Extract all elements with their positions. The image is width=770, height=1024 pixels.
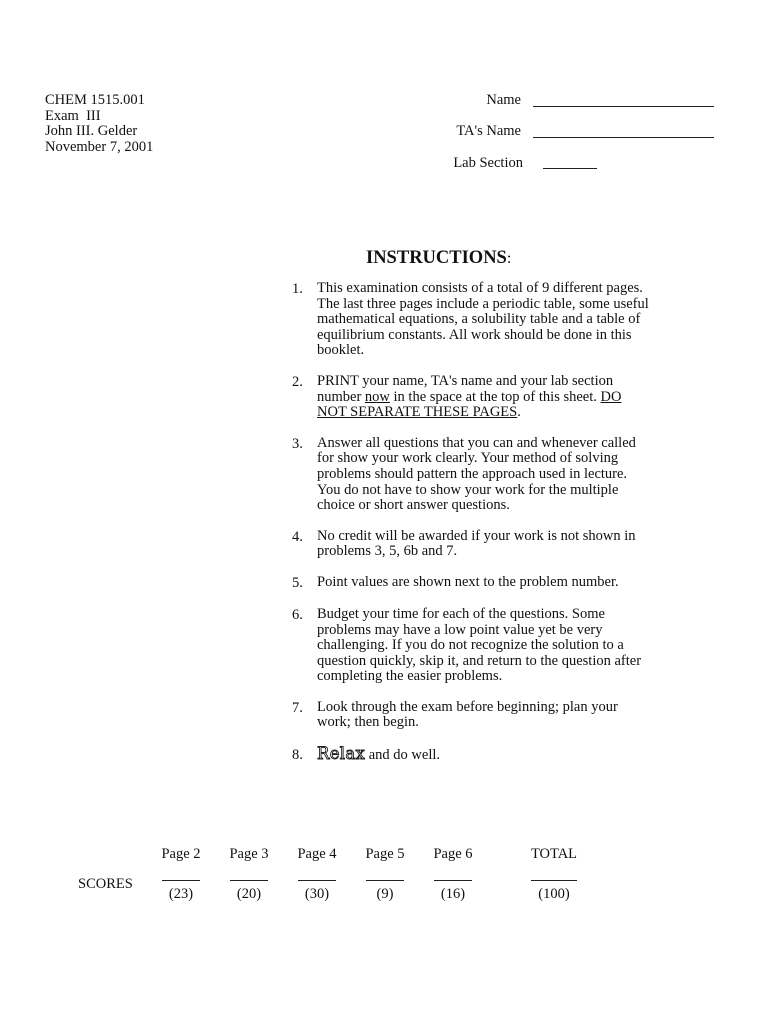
exam-header [45, 93, 153, 155]
item-line: work; then begin. [317, 714, 419, 731]
underlined-do: DO [600, 388, 622, 405]
ta-name-label: TA's Name [456, 123, 521, 139]
item-text [317, 529, 636, 560]
item-text [317, 746, 440, 764]
score-entry-field[interactable] [434, 880, 472, 881]
item-line: for show your work clearly. Your method of solving [317, 450, 619, 467]
item-text [317, 374, 621, 421]
text-fragment: and do well. [365, 747, 441, 764]
exam-title: Exam III [45, 107, 101, 124]
instructions-title: INSTRUCTIONS [366, 248, 507, 268]
item-text [317, 700, 618, 731]
item-number: 7. [292, 699, 303, 716]
scores-label: SCORES [78, 876, 133, 892]
list-item [292, 607, 672, 685]
item-line: mathematical equations, a solubility table and a table of [317, 311, 641, 328]
score-header: Page 3 [229, 846, 269, 862]
name-label: Name [486, 92, 521, 108]
list-item [292, 281, 672, 359]
score-max-points: (20) [236, 886, 262, 902]
item-line: Answer all questions that you can and whenever called [317, 434, 636, 451]
item-line [317, 390, 621, 406]
score-entry-field[interactable] [162, 880, 200, 881]
score-max-points: (9) [376, 886, 394, 902]
item-line: problems 3, 5, 6b and 7. [317, 543, 458, 560]
score-entry-field[interactable] [366, 880, 404, 881]
exam-date: November 7, 2001 [45, 138, 154, 155]
item-line: Point values are shown next to the problem number. [317, 573, 619, 590]
item-line: PRINT your name, TA's name and your lab section [317, 372, 614, 389]
item-number: 3. [292, 435, 303, 452]
lab-section-field[interactable] [543, 168, 597, 169]
item-line: booklet. [317, 342, 365, 359]
item-line: No credit will be awarded if your work is not shown in [317, 527, 636, 544]
item-number: 2. [292, 373, 303, 390]
course-number: CHEM 1515.001 [45, 92, 145, 108]
item-number: 8. [292, 747, 303, 764]
item-line: This examination consists of a total of 9 different pages. [317, 280, 643, 296]
list-item [292, 529, 672, 560]
score-column-page-4 [294, 846, 340, 903]
item-number: 5. [292, 574, 303, 591]
score-max-points: (30) [304, 886, 330, 902]
lab-section-label: Lab Section [453, 155, 523, 171]
item-line: Look through the exam before beginning; plan your [317, 698, 618, 715]
name-field[interactable] [533, 106, 714, 107]
score-header: Page 2 [161, 846, 201, 862]
score-entry-field[interactable] [531, 880, 577, 881]
item-line: problems may have a low point value yet be very [317, 621, 603, 638]
item-line: equilibrium constants. All work should be done in this [317, 326, 632, 343]
list-item [292, 436, 672, 514]
item-line: The last three pages include a periodic table, some useful [317, 295, 649, 312]
underlined-warning: NOT SEPARATE THESE PAGES [317, 404, 518, 421]
score-column-page-2 [158, 846, 204, 903]
item-number: 1. [292, 281, 303, 297]
item-line: question quickly, skip it, and return to the question after [317, 652, 642, 669]
instructions-heading [366, 248, 511, 269]
score-entry-field[interactable] [298, 880, 336, 881]
relax-outlined-text: Relax [317, 744, 366, 764]
score-max-points: (100) [538, 886, 570, 902]
score-column-total [526, 846, 582, 903]
item-line: Budget your time for each of the questions. Some [317, 605, 605, 622]
score-column-page-3 [226, 846, 272, 903]
score-max-points: (23) [168, 886, 194, 902]
item-text [317, 607, 641, 685]
score-header: TOTAL [530, 846, 578, 862]
score-column-page-5 [362, 846, 408, 903]
item-number: 6. [292, 606, 303, 623]
item-text [317, 436, 636, 514]
instructions-list [292, 281, 672, 779]
item-line: problems should pattern the approach used in lecture. [317, 465, 628, 482]
list-item [292, 374, 672, 421]
item-line: choice or short answer questions. [317, 497, 510, 514]
ta-name-field[interactable] [533, 137, 714, 138]
text-fragment: . [517, 404, 521, 421]
instructor-name: John III. Gelder [45, 123, 138, 139]
list-item [292, 575, 672, 592]
score-header: Page 5 [365, 846, 405, 862]
text-fragment: number [317, 388, 365, 405]
item-line: You do not have to show your work for the multiple [317, 481, 619, 498]
score-column-page-6 [430, 846, 476, 903]
score-header: Page 6 [433, 846, 473, 862]
item-line: challenging. If you do not recognize the solution to a [317, 637, 624, 654]
item-text [317, 281, 649, 359]
item-number: 4. [292, 528, 303, 545]
score-entry-field[interactable] [230, 880, 268, 881]
score-max-points: (16) [440, 886, 466, 902]
underlined-now: now [364, 388, 390, 405]
item-text [317, 575, 619, 592]
score-header: Page 4 [297, 846, 337, 862]
instructions-colon: : [506, 250, 512, 267]
item-line: completing the easier problems. [317, 668, 503, 685]
list-item [292, 700, 672, 731]
list-item [292, 746, 672, 764]
text-fragment: in the space at the top of this sheet. [389, 388, 601, 405]
item-line [317, 405, 621, 421]
